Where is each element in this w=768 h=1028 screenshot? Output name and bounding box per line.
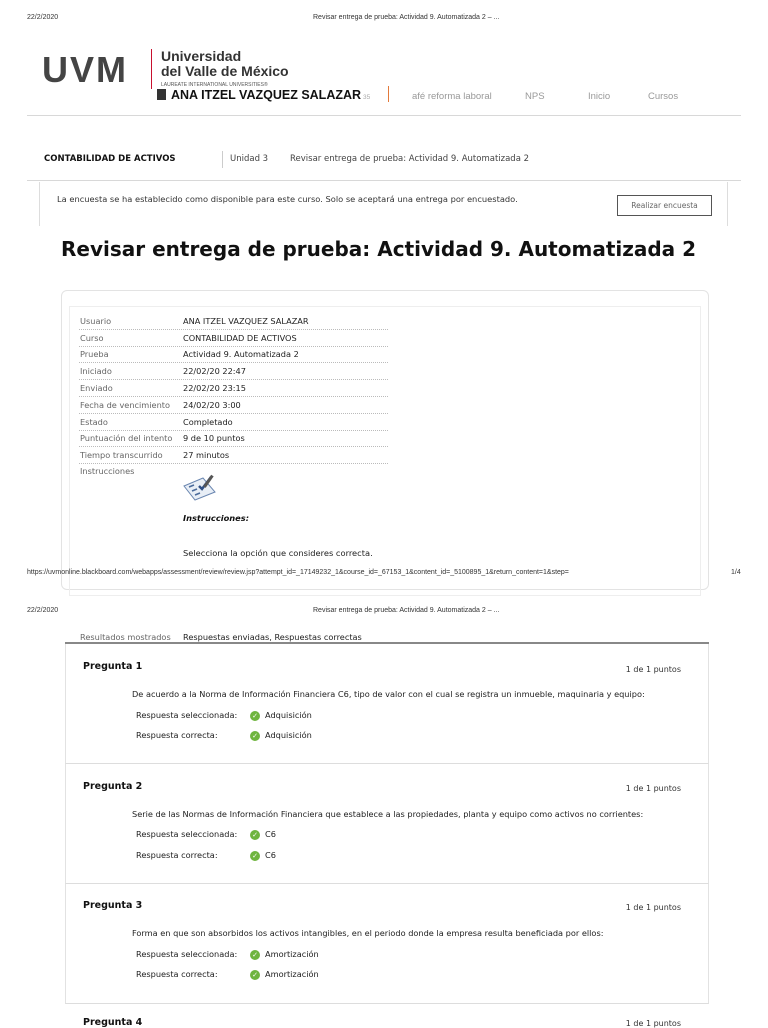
instructions-label: Instrucciones xyxy=(80,466,135,476)
detail-row-usuario xyxy=(79,313,388,330)
nav-item-reforma[interactable]: afé reforma laboral xyxy=(412,91,492,102)
breadcrumb-current: Revisar entrega de prueba: Actividad 9. Automatizada 2 xyxy=(290,154,530,164)
question-title: Pregunta 4 xyxy=(83,1017,143,1028)
print-page-number: 1/4 xyxy=(731,569,741,576)
instructions-heading: Instrucciones: xyxy=(183,513,250,523)
detail-value: CONTABILIDAD DE ACTIVOS xyxy=(183,333,297,343)
selected-answer-label: Respuesta seleccionada: xyxy=(136,949,238,959)
question-score: 1 de 1 puntos xyxy=(625,784,681,793)
university-name-line1: Universidad xyxy=(161,48,242,64)
header-divider xyxy=(27,115,741,116)
question-text: Forma en que son absorbidos los activos intangibles, en el periodo donde la empresa resulta beneficiada por ellos: xyxy=(132,928,604,938)
correct-check-icon: ✓ xyxy=(250,731,260,741)
question-title: Pregunta 3 xyxy=(83,900,143,911)
page-title: Revisar entrega de prueba: Actividad 9. Automatizada 2 xyxy=(61,237,697,261)
print-url: https://uvmonline.blackboard.com/webapps/assessment/review/review.jsp?attempt_id=_17149232_1&course_id=_67153_1&content_id=_5100895_1&return_content=1&step= xyxy=(27,569,569,576)
detail-row-tiempo xyxy=(79,447,388,464)
correct-check-icon: ✓ xyxy=(250,950,260,960)
print-title: Revisar entrega de prueba: Actividad 9. Automatizada 2 – ... xyxy=(313,607,500,614)
breadcrumb-unit[interactable]: Unidad 3 xyxy=(230,154,269,164)
detail-value: 27 minutos xyxy=(183,450,230,460)
university-name xyxy=(161,49,289,79)
text-cursor xyxy=(388,86,389,102)
correct-answer-label: Respuesta correcta: xyxy=(136,850,218,860)
breadcrumb-course[interactable]: CONTABILIDAD DE ACTIVOS xyxy=(44,154,176,164)
selected-answer: Adquisición xyxy=(265,710,312,720)
detail-label: Usuario xyxy=(80,316,112,326)
correct-check-icon: ✓ xyxy=(250,830,260,840)
user-name: ANA ITZEL VAZQUEZ SALAZAR xyxy=(171,88,362,102)
detail-label: Curso xyxy=(80,333,104,343)
selected-answer-label: Respuesta seleccionada: xyxy=(136,710,238,720)
detail-label: Resultados mostrados xyxy=(80,632,171,642)
instructions-text: Selecciona la opción que consideres correcta. xyxy=(183,548,373,558)
detail-row-curso xyxy=(79,330,388,347)
logo-divider xyxy=(151,49,152,89)
breadcrumb-divider xyxy=(27,180,741,181)
question-title: Pregunta 2 xyxy=(83,781,143,792)
selected-answer: Amortización xyxy=(265,949,319,959)
detail-row-enviado xyxy=(79,380,388,397)
question-score: 1 de 1 puntos xyxy=(625,665,681,674)
detail-label: Iniciado xyxy=(80,366,112,376)
correct-answer: C6 xyxy=(265,850,276,860)
detail-label: Puntuación del intento xyxy=(80,433,173,443)
detail-value: ANA ITZEL VAZQUEZ SALAZAR xyxy=(183,316,309,326)
detail-row-vencimiento xyxy=(79,397,388,414)
print-title: Revisar entrega de prueba: Actividad 9. Automatizada 2 – ... xyxy=(313,14,500,21)
correct-answer: Adquisición xyxy=(265,730,312,740)
correct-answer-label: Respuesta correcta: xyxy=(136,730,218,740)
question-block xyxy=(65,644,709,764)
print-date: 22/2/2020 xyxy=(27,14,59,21)
nav-item-cursos[interactable]: Cursos xyxy=(648,91,679,102)
detail-label: Prueba xyxy=(80,349,109,359)
detail-label: Tiempo transcurrido xyxy=(80,450,163,460)
breadcrumb-separator xyxy=(222,151,223,168)
detail-value: 9 de 10 puntos xyxy=(183,433,245,443)
question-title: Pregunta 1 xyxy=(83,661,143,672)
survey-notice-text: La encuesta se ha establecido como disponible para este curso. Solo se aceptará una entrega por encuestado. xyxy=(57,194,518,204)
detail-value: Completado xyxy=(183,417,233,427)
notification-badge[interactable] xyxy=(363,91,370,102)
detail-label: Estado xyxy=(80,417,108,427)
correct-check-icon: ✓ xyxy=(250,851,260,861)
question-text: Serie de las Normas de Información Financiera que establece a las propiedades, planta y equipo como activos no corrientes: xyxy=(132,809,644,819)
selected-answer-label: Respuesta seleccionada: xyxy=(136,829,238,839)
user-icon xyxy=(157,89,166,100)
question-block xyxy=(65,884,709,1004)
detail-row-estado xyxy=(79,414,388,431)
correct-answer: Amortización xyxy=(265,969,319,979)
detail-label: Fecha de vencimiento xyxy=(80,400,170,410)
correct-check-icon: ✓ xyxy=(250,970,260,980)
take-survey-button[interactable]: Realizar encuesta xyxy=(617,195,712,216)
question-block xyxy=(65,764,709,884)
nav-item-nps[interactable]: NPS xyxy=(525,91,545,102)
print-date: 22/2/2020 xyxy=(27,607,59,614)
correct-answer-label: Respuesta correcta: xyxy=(136,969,218,979)
detail-row-puntuacion xyxy=(79,430,388,447)
detail-row-iniciado xyxy=(79,363,388,380)
detail-value: 24/02/20 3:00 xyxy=(183,400,241,410)
question-text: De acuerdo a la Norma de Información Financiera C6, tipo de valor con el cual se registra un inmueble, maquinaria y equipo: xyxy=(132,689,645,699)
question-score: 1 de 1 puntos xyxy=(625,1019,681,1028)
detail-row-prueba xyxy=(79,346,388,363)
detail-value: 22/02/20 22:47 xyxy=(183,366,246,376)
user-menu[interactable] xyxy=(157,88,361,102)
badge-count: 35 xyxy=(363,94,371,101)
nav-item-inicio[interactable]: Inicio xyxy=(588,91,611,102)
correct-check-icon: ✓ xyxy=(250,711,260,721)
detail-value: 22/02/20 23:15 xyxy=(183,383,246,393)
university-name-line2: del Valle de México xyxy=(161,63,289,79)
uvm-logo[interactable]: UVM xyxy=(42,49,128,90)
detail-value: Respuestas enviadas, Respuestas correctas xyxy=(183,632,362,642)
checklist-icon xyxy=(181,472,221,508)
laureate-tagline: LAUREATE INTERNATIONAL UNIVERSITIES® xyxy=(161,82,268,88)
detail-value: Actividad 9. Automatizada 2 xyxy=(183,349,299,359)
question-score: 1 de 1 puntos xyxy=(625,903,681,912)
detail-label: Enviado xyxy=(80,383,113,393)
selected-answer: C6 xyxy=(265,829,276,839)
